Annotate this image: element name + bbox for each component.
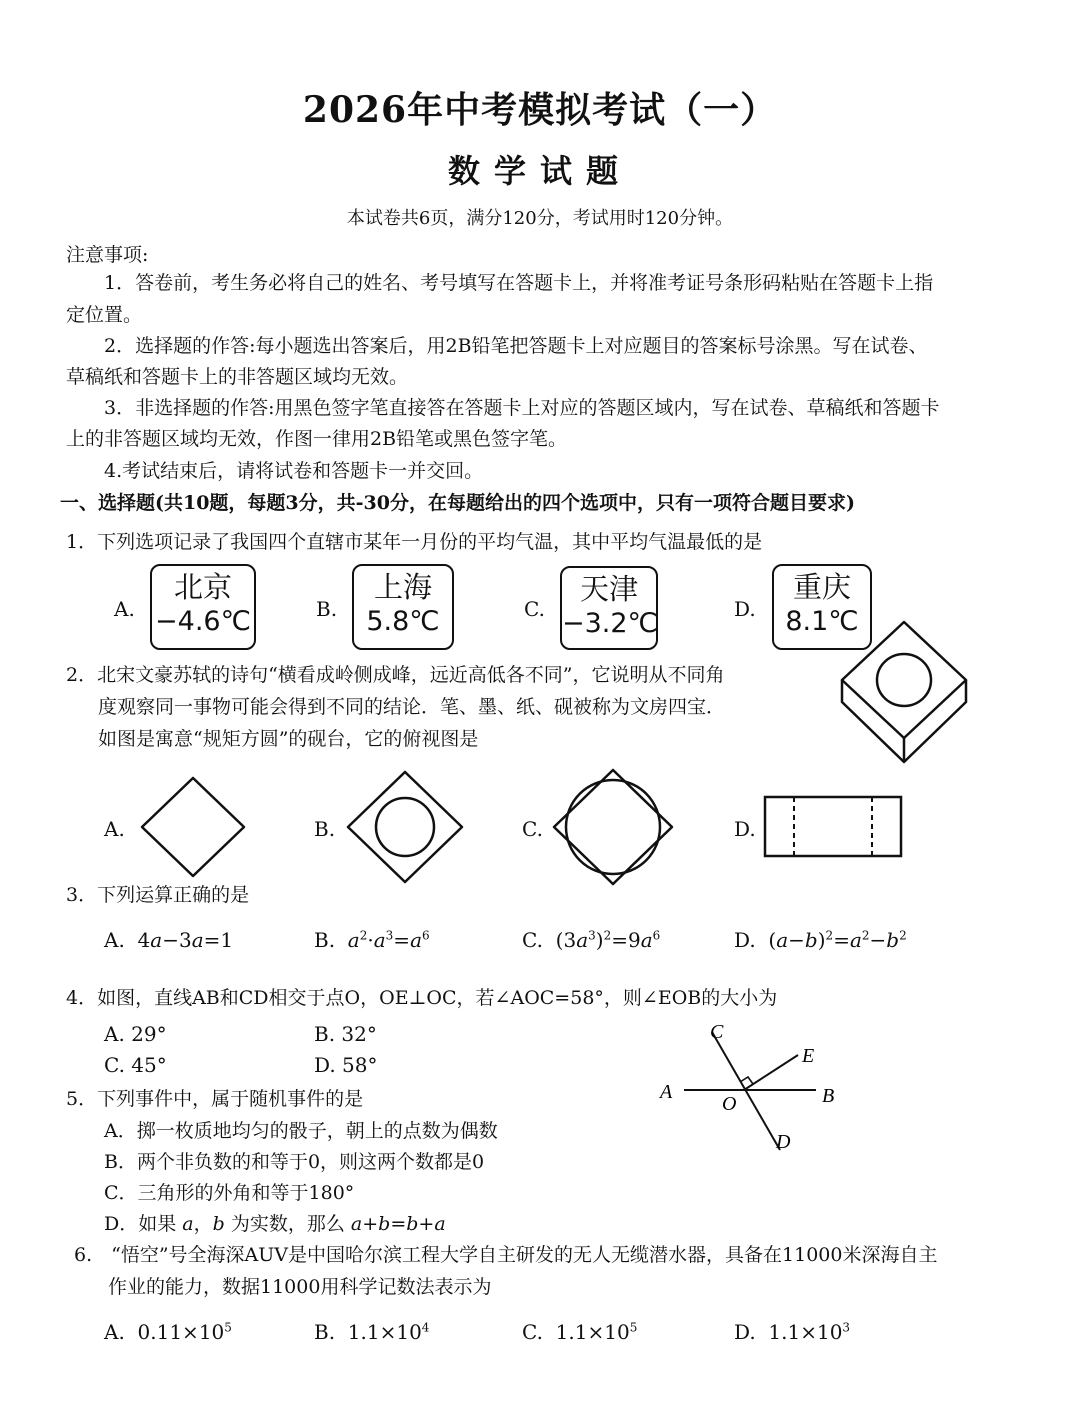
note-2-line-1: 2．选择题的作答:每小题选出答案后，用2B铅笔把答题卡上对应题目的答案标号涂黑。写在试卷、: [104, 335, 928, 357]
q6-line-1: 6. “悟空”号全海深AUV是中国哈尔滨工程大学自主研发的无人无缆潜水器，具备在11000米深海自主: [74, 1244, 938, 1266]
q1-option-a-label: A.: [114, 597, 135, 621]
q4-option-b: B. 32°: [314, 1022, 377, 1046]
q5-option-a: A．掷一枚质地均匀的骰子，朝上的点数为偶数: [104, 1120, 498, 1142]
q2-option-a-diamond: [140, 778, 250, 878]
q3-option-a-label: A.: [104, 928, 125, 952]
q6-option-b-label: B.: [314, 1320, 336, 1344]
q2-option-d-rectangle: [764, 796, 904, 858]
q3-option-c-label: C.: [522, 928, 543, 952]
q2-option-c-label: C.: [522, 817, 543, 841]
q4-option-d: D. 58°: [314, 1053, 378, 1077]
q5-option-d-text: ，那么: [287, 1213, 345, 1235]
q1-option-b-label: B.: [316, 597, 338, 621]
note-2-line-2: 草稿纸和答题卡上的非答题区域均无效。: [66, 366, 409, 388]
q3-option-b-label: B.: [314, 928, 336, 952]
q3-option-b: B. $a^2\cdot a^3=a^6$: [314, 928, 430, 952]
q5-option-d-prefix: D．如果: [104, 1213, 177, 1235]
q4-lines-figure: [656, 1018, 856, 1158]
q4-point-a: A: [660, 1081, 673, 1103]
q2-option-b-diamond-circle: [346, 772, 466, 882]
q6-line-2: 作业的能力，数据11000用科学记数法表示为: [108, 1276, 492, 1298]
q2-option-c-diamond-circle: [552, 770, 672, 885]
q6-option-a: A. $0.11\times 10^5$: [104, 1320, 232, 1344]
q3-option-c: C. $(3a^3)^2=9a^6$: [522, 928, 661, 952]
q6-option-c: C. $1.1\times 10^5$: [522, 1320, 638, 1344]
q6-option-d-label: D.: [734, 1320, 756, 1344]
exam-info: 本试卷共6页，满分120分，考试用时120分钟。: [346, 208, 734, 229]
q6-option-c-label: C.: [522, 1320, 543, 1344]
q1-option-c-temp: −3.2℃: [562, 608, 658, 639]
q4-point-b: B: [822, 1085, 835, 1107]
q6-option-b: B. $1.1\times 10^4$: [314, 1320, 430, 1344]
q2-line-2: 度观察同一事物可能会得到不同的结论．笔、墨、纸、砚被称为文房四宝．: [98, 696, 726, 718]
q6-option-d: D. $1.1\times 10^3$: [734, 1320, 851, 1344]
note-4: 4.考试结束后，请将试卷和答题卡一并交回。: [104, 460, 484, 482]
note-1-line-1: 1．答卷前，考生务必将自己的姓名、考号填写在答题卡上，并将准考证号条形码粘贴在答题卡上指: [104, 272, 934, 294]
q4-option-c: C. 45°: [104, 1053, 167, 1077]
q1-stem: 1．下列选项记录了我国四个直辖市某年一月份的平均气温，其中平均气温最低的是: [66, 531, 763, 553]
q2-option-b-label: B.: [314, 817, 336, 841]
q1-option-d-city: 重庆: [792, 570, 851, 604]
q1-option-c-label: C.: [524, 597, 545, 621]
q1-option-b-box: [352, 564, 454, 650]
note-3-line-2: 上的非答题区域均无效，作图一律用2B铅笔或黑色签字笔。: [66, 428, 568, 450]
q1-option-a-temp: −4.6℃: [155, 606, 251, 637]
subject-title: 数学试题: [447, 152, 632, 190]
note-1-line-2: 定位置。: [66, 304, 143, 326]
q1-option-c-box: [560, 566, 658, 650]
q5-option-b: B．两个非负数的和等于0，则这两个数都是0: [104, 1151, 485, 1173]
q5-option-d: D．如果 a，b 为实数，那么 a+b=b+a: [104, 1213, 446, 1235]
q1-option-a-box: [150, 564, 256, 650]
q1-option-d-temp: 8.1℃: [785, 606, 859, 637]
q6-option-a-label: A.: [104, 1320, 125, 1344]
notes-heading: 注意事项:: [66, 244, 149, 266]
q4-stem: 4．如图，直线AB和CD相交于点O，OE⊥OC，若∠AOC=58°，则∠EOB的大小为: [66, 987, 778, 1009]
q1-option-b-city: 上海: [373, 570, 432, 604]
q3-option-d: D. $(a-b)^2=a^2-b^2$: [734, 928, 907, 952]
q5-stem: 5．下列事件中，属于随机事件的是: [66, 1088, 364, 1110]
q4-option-a: A. 29°: [104, 1022, 167, 1046]
q3-option-d-label: D.: [734, 928, 756, 952]
q4-point-o: O: [722, 1093, 737, 1115]
q4-point-c: C: [710, 1021, 724, 1043]
exam-title: 2026年中考模拟考试（一）: [302, 89, 778, 131]
q3-option-a: A. 4a−3a=1: [104, 928, 234, 952]
q3-stem: 3．下列运算正确的是: [66, 884, 250, 906]
q2-line-1: 2．北宋文豪苏轼的诗句“横看成岭侧成峰，远近高低各不同”，它说明从不同角: [66, 664, 725, 686]
q4-point-d: D: [776, 1131, 791, 1153]
q1-option-a-city: 北京: [173, 570, 232, 604]
inkstone-figure: [842, 622, 982, 767]
q2-line-3: 如图是寓意“规矩方圆”的砚台，它的俯视图是: [98, 728, 479, 750]
note-3-line-1: 3．非选择题的作答:用黑色签字笔直接答在答题卡上对应的答题区域内，写在试卷、草稿纸和答题卡: [104, 397, 940, 419]
q5-option-c: C．三角形的外角和等于180°: [104, 1182, 355, 1204]
q1-option-d-label: D.: [734, 597, 756, 621]
q2-option-d-label: D.: [734, 817, 756, 841]
q1-option-b-temp: 5.8℃: [366, 606, 440, 637]
q2-option-a-label: A.: [104, 817, 125, 841]
q4-point-e: E: [802, 1045, 815, 1067]
q1-option-c-city: 天津: [579, 572, 638, 606]
section-1-heading: 一、选择题(共10题，每题3分，共-30分，在每题给出的四个选项中，只有一项符合题目要求): [60, 492, 855, 514]
